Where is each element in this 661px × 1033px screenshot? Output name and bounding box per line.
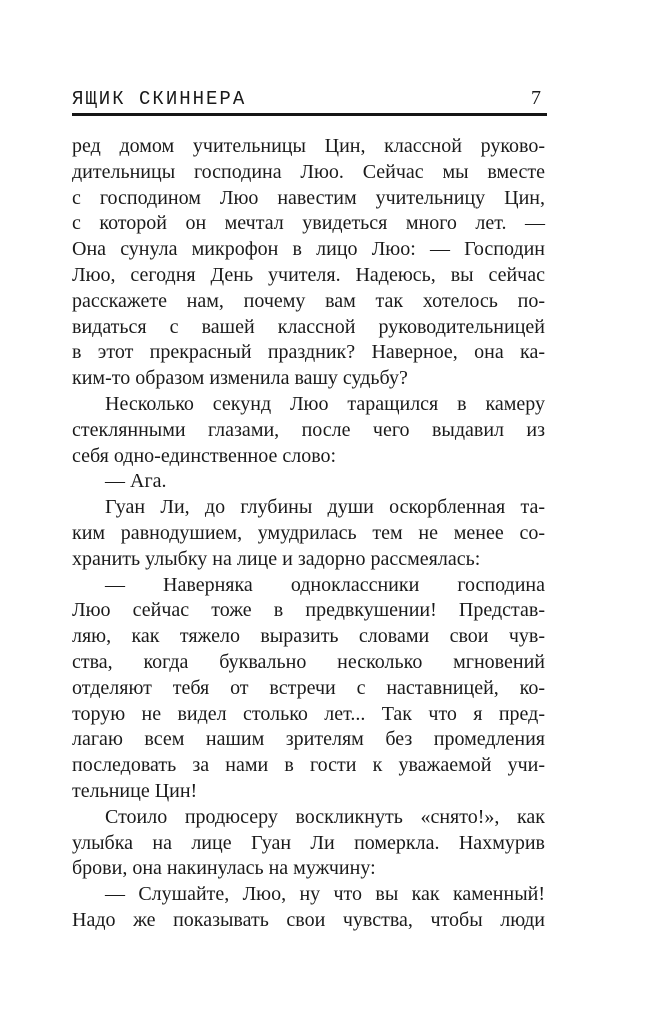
text-line: брови, она накинулась на мужчину: — [72, 857, 376, 880]
paragraph — [72, 495, 545, 572]
text-line: себя одно-единственное слово: — [72, 444, 337, 467]
text-line: ства, когда буквально несколько мгновений — [72, 650, 545, 673]
text-line: видаться с вашей классной руководительницей — [72, 315, 545, 338]
text-line: Гуан Ли, до глубины души оскорбленная та- — [105, 496, 545, 519]
text-line: ким равнодушием, умудрилась тем не менее со- — [72, 521, 545, 544]
paragraph — [72, 392, 545, 469]
text-line: улыбка на лице Гуан Ли померкла. Нахмурив — [72, 831, 545, 854]
text-line: дительницы господина Люо. Сейчас мы вместе — [72, 160, 545, 183]
text-line: расскажете нам, почему вам так хотелось по- — [72, 289, 545, 312]
text-line: Она сунула микрофон в лицо Люо: — Господин — [72, 238, 545, 261]
text-line: Люо сейчас тоже в предвкушении! Представ- — [72, 599, 545, 622]
text-line: Надо же показывать свои чувства, чтобы люди — [72, 908, 545, 931]
text-line: лагаю всем нашим зрителям без промедления — [72, 728, 545, 751]
text-line: ред домом учительницы Цин, классной руково- — [72, 135, 545, 157]
paragraph — [72, 469, 545, 495]
text-line: с господином Люо навестим учительницу Цин, — [72, 186, 545, 209]
text-line: отделяют тебя от встречи с наставницей, ко- — [72, 676, 545, 699]
text-line: торую не видел столько лет... Так что я пред- — [72, 702, 545, 725]
text-line: ким-то образом изменила вашу судьбу? — [72, 367, 408, 390]
text-line: Стоило продюсеру воскликнуть «снято!», как — [105, 805, 545, 828]
text-line: ляю, как тяжело выразить словами свои чув- — [72, 625, 545, 648]
text-line: Люо, сегодня День учителя. Надеюсь, вы сейчас — [72, 263, 545, 286]
page-number: 7 — [531, 87, 541, 109]
text-line: Несколько секунд Люо таращился в камеру — [105, 392, 545, 415]
text-line: последовать за нами в гости к уважаемой учи- — [72, 754, 545, 777]
text-line: — Слушайте, Люо, ну что вы как каменный! — [105, 883, 545, 906]
paragraph — [72, 134, 545, 392]
paragraph — [72, 573, 545, 805]
text-line: — Ага. — [105, 470, 167, 493]
text-line: с которой он мечтал увидеться много лет. — — [72, 212, 545, 235]
running-header — [72, 87, 547, 116]
running-header-title: ЯЩИК СКИННЕРА — [72, 88, 247, 110]
page-body-text — [72, 134, 545, 934]
text-line: — Наверняка одноклассники господина — [105, 573, 545, 596]
text-line: хранить улыбку на лице и задорно рассмеялась: — [72, 547, 481, 570]
paragraph — [72, 805, 545, 882]
text-line: тельнице Цин! — [72, 779, 198, 802]
text-line: стеклянными глазами, после чего выдавил из — [72, 418, 545, 441]
text-line: в этот прекрасный праздник? Наверное, она ка- — [72, 341, 545, 364]
paragraph — [72, 882, 545, 934]
